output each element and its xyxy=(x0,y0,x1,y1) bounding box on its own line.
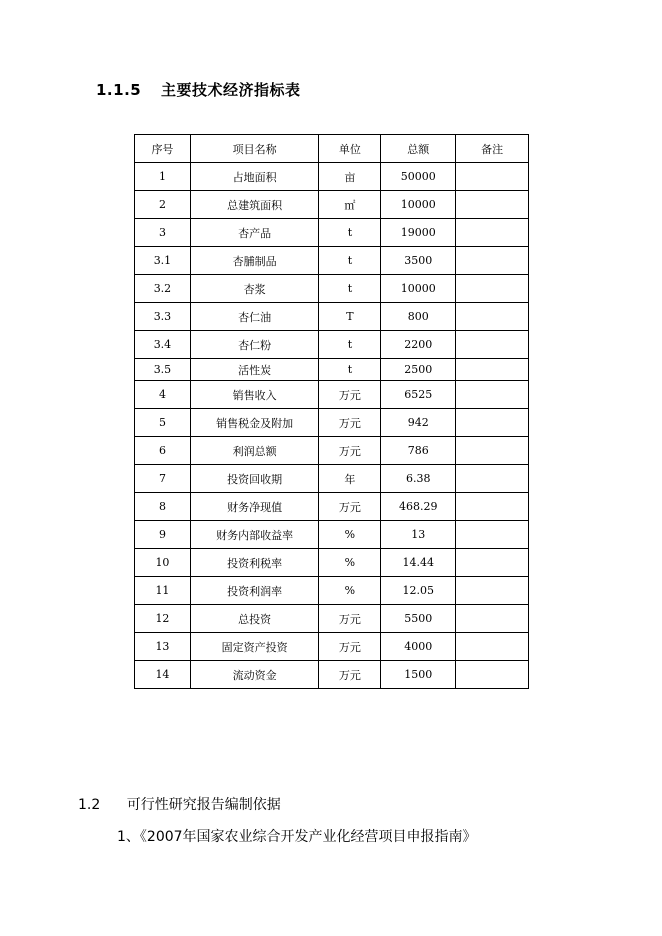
cell-total: 1500 xyxy=(381,661,456,689)
cell-total: 19000 xyxy=(381,219,456,247)
cell-note xyxy=(456,359,529,381)
cell-total: 2500 xyxy=(381,359,456,381)
table-row xyxy=(135,577,529,605)
cell-no: 14 xyxy=(135,661,191,689)
cell-name: 占地面积 xyxy=(190,163,319,191)
section-2-number: 1.2 xyxy=(78,797,101,813)
cell-no: 3.4 xyxy=(135,331,191,359)
cell-note xyxy=(456,493,529,521)
cell-note xyxy=(456,303,529,331)
table-body xyxy=(135,163,529,689)
cell-note xyxy=(456,521,529,549)
cell-note xyxy=(456,577,529,605)
cell-total: 6.38 xyxy=(381,465,456,493)
cell-note xyxy=(456,331,529,359)
header-no: 序号 xyxy=(135,135,191,163)
header-note: 备注 xyxy=(456,135,529,163)
cell-name: 固定资产投资 xyxy=(190,633,319,661)
cell-note xyxy=(456,247,529,275)
table-row xyxy=(135,465,529,493)
cell-no: 5 xyxy=(135,409,191,437)
cell-total: 10000 xyxy=(381,275,456,303)
cell-unit: % xyxy=(319,521,381,549)
cell-total: 14.44 xyxy=(381,549,456,577)
cell-name: 流动资金 xyxy=(190,661,319,689)
cell-name: 杏浆 xyxy=(190,275,319,303)
cell-total: 5500 xyxy=(381,605,456,633)
indicators-table xyxy=(134,134,529,689)
cell-note xyxy=(456,465,529,493)
table-row xyxy=(135,275,529,303)
cell-note xyxy=(456,633,529,661)
cell-name: 财务内部收益率 xyxy=(190,521,319,549)
reference-item xyxy=(117,826,477,846)
table-row xyxy=(135,409,529,437)
cell-unit: % xyxy=(319,577,381,605)
table-row xyxy=(135,493,529,521)
cell-total: 942 xyxy=(381,409,456,437)
cell-unit: 万元 xyxy=(319,381,381,409)
cell-no: 9 xyxy=(135,521,191,549)
table-row xyxy=(135,359,529,381)
cell-unit: t xyxy=(319,331,381,359)
table-row xyxy=(135,605,529,633)
cell-name: 总建筑面积 xyxy=(190,191,319,219)
cell-unit: 万元 xyxy=(319,437,381,465)
section-title: 主要技术经济指标表 xyxy=(160,81,301,99)
cell-name: 利润总额 xyxy=(190,437,319,465)
cell-note xyxy=(456,275,529,303)
table-row xyxy=(135,521,529,549)
cell-note xyxy=(456,163,529,191)
cell-unit: t xyxy=(319,275,381,303)
cell-no: 3.3 xyxy=(135,303,191,331)
cell-name: 杏产品 xyxy=(190,219,319,247)
cell-name: 总投资 xyxy=(190,605,319,633)
cell-total: 50000 xyxy=(381,163,456,191)
cell-no: 10 xyxy=(135,549,191,577)
cell-note xyxy=(456,661,529,689)
cell-note xyxy=(456,437,529,465)
cell-no: 3.5 xyxy=(135,359,191,381)
cell-no: 11 xyxy=(135,577,191,605)
cell-unit: 万元 xyxy=(319,493,381,521)
cell-total: 6525 xyxy=(381,381,456,409)
table-row xyxy=(135,247,529,275)
cell-total: 786 xyxy=(381,437,456,465)
cell-total: 3500 xyxy=(381,247,456,275)
cell-unit: 万元 xyxy=(319,633,381,661)
cell-no: 2 xyxy=(135,191,191,219)
cell-unit: t xyxy=(319,219,381,247)
cell-unit: 万元 xyxy=(319,409,381,437)
header-total: 总额 xyxy=(381,135,456,163)
cell-note xyxy=(456,409,529,437)
cell-total: 800 xyxy=(381,303,456,331)
cell-no: 13 xyxy=(135,633,191,661)
cell-unit: 亩 xyxy=(319,163,381,191)
cell-unit: t xyxy=(319,359,381,381)
cell-name: 杏仁油 xyxy=(190,303,319,331)
cell-name: 销售收入 xyxy=(190,381,319,409)
cell-total: 2200 xyxy=(381,331,456,359)
cell-note xyxy=(456,381,529,409)
header-name: 项目名称 xyxy=(190,135,319,163)
section-number: 1.1.5 xyxy=(96,81,142,99)
section-2-heading xyxy=(78,794,281,814)
cell-total: 10000 xyxy=(381,191,456,219)
cell-unit: 万元 xyxy=(319,661,381,689)
cell-name: 财务净现值 xyxy=(190,493,319,521)
table-row xyxy=(135,303,529,331)
cell-name: 杏脯制品 xyxy=(190,247,319,275)
cell-no: 8 xyxy=(135,493,191,521)
cell-no: 4 xyxy=(135,381,191,409)
table-row xyxy=(135,549,529,577)
cell-unit: 年 xyxy=(319,465,381,493)
cell-name: 销售税金及附加 xyxy=(190,409,319,437)
cell-no: 3.2 xyxy=(135,275,191,303)
cell-unit: 万元 xyxy=(319,605,381,633)
section-2-title: 可行性研究报告编制依据 xyxy=(126,797,281,813)
cell-total: 468.29 xyxy=(381,493,456,521)
cell-note xyxy=(456,191,529,219)
cell-no: 12 xyxy=(135,605,191,633)
cell-total: 4000 xyxy=(381,633,456,661)
section-heading xyxy=(96,79,300,100)
table-row xyxy=(135,219,529,247)
table-row xyxy=(135,661,529,689)
cell-name: 投资利润率 xyxy=(190,577,319,605)
cell-note xyxy=(456,549,529,577)
cell-name: 杏仁粉 xyxy=(190,331,319,359)
table-row xyxy=(135,633,529,661)
table-row xyxy=(135,163,529,191)
cell-total: 13 xyxy=(381,521,456,549)
cell-no: 3.1 xyxy=(135,247,191,275)
cell-note xyxy=(456,219,529,247)
table-row xyxy=(135,381,529,409)
cell-no: 3 xyxy=(135,219,191,247)
table-row xyxy=(135,437,529,465)
cell-no: 6 xyxy=(135,437,191,465)
table-row xyxy=(135,331,529,359)
cell-no: 1 xyxy=(135,163,191,191)
cell-unit: % xyxy=(319,549,381,577)
cell-total: 12.05 xyxy=(381,577,456,605)
header-unit: 单位 xyxy=(319,135,381,163)
cell-name: 投资回收期 xyxy=(190,465,319,493)
cell-unit: t xyxy=(319,247,381,275)
reference-index: 1、 xyxy=(117,829,140,845)
reference-text: 《2007年国家农业综合开发产业化经营项目申报指南》 xyxy=(139,829,477,845)
cell-unit: ㎡ xyxy=(319,191,381,219)
table-row xyxy=(135,191,529,219)
cell-no: 7 xyxy=(135,465,191,493)
cell-unit: T xyxy=(319,303,381,331)
cell-name: 活性炭 xyxy=(190,359,319,381)
cell-name: 投资利税率 xyxy=(190,549,319,577)
table-header-row xyxy=(135,135,529,163)
cell-note xyxy=(456,605,529,633)
